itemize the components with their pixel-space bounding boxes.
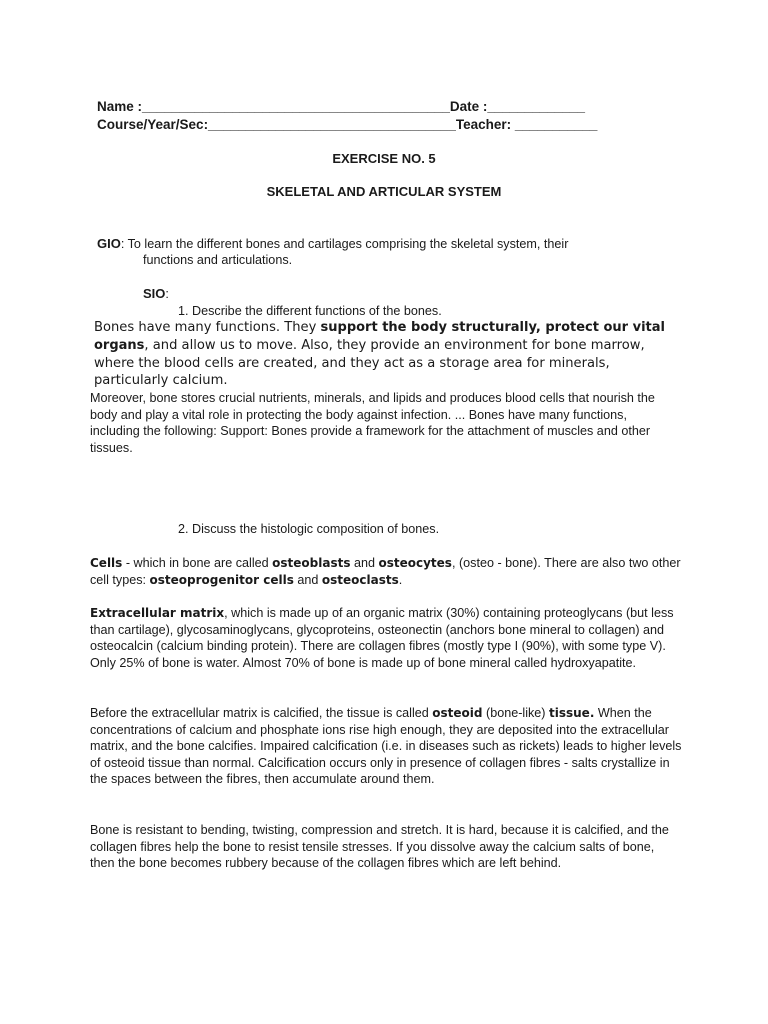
sio-line	[143, 286, 169, 303]
matrix-text-1: , which is made up of an organic matrix (30%) containing proteoglycans (but less than cartilage), glycosaminoglycans, glycoproteins, osteonectin (anchors bone mineral to collagen) and osteocalcin (calcium binding protein). There are collagen fibres (mostly type I (90%), with some type V). Only 25% of bone is water. Almost 70% of bone is made up of bone mineral called hydroxyapatite.	[90, 606, 674, 670]
osteoid-bold-1: osteoid	[432, 706, 483, 720]
osteoid-paragraph	[90, 705, 682, 788]
sio-colon: :	[165, 287, 169, 301]
osteoid-bold-2: tissue.	[549, 706, 595, 720]
cells-text-3: , (osteo - bone). There are also two other cell types:	[90, 556, 681, 587]
cells-paragraph	[90, 555, 682, 588]
answer-1-part-a	[90, 319, 680, 390]
gio-line-1	[97, 236, 568, 253]
resistant-paragraph: Bone is resistant to bending, twisting, compression and stretch. It is hard, because it is calcified, and the collagen fibres help the bone to resist tensile stresses. If you dissolve away the calcium salts of bone, then the bone becomes rubbery because of the collagen fibres which are left behind.	[90, 823, 669, 871]
topic-title: SKELETAL AND ARTICULAR SYSTEM	[266, 184, 502, 199]
osteoid-text-1: Before the extracellular matrix is calcified, the tissue is called	[90, 706, 433, 720]
sio-label: SIO	[143, 286, 166, 301]
osteoid-text-2: (bone-like)	[482, 706, 549, 720]
cells-bold-5: osteoclasts	[321, 572, 399, 587]
answer-1-p3: Moreover, bone stores crucial nutrients, minerals, and lipids and produces blood cells that nourish the body and play a vital role in protecting the body against infection. ... Bones have many functions, including the following: Support: Bones provide a framework for the attachment of muscles and other tissues.	[90, 391, 655, 455]
answer-1-p1: Bones have many functions. They	[94, 320, 321, 335]
gio-text-a: : To learn the different bones and cartilages comprising the skeletal system, their	[120, 237, 569, 251]
answer-1-p2: , and allow us to move. Also, they provide an environment for bone marrow, where the blood cells are created, and they act as a storage area for minerals, particularly calcium.	[94, 337, 645, 389]
answer-1-bold-1: support the body structurally, protect our vital organs	[94, 320, 665, 353]
name-date-line: Name :_________________________________________Date :_____________	[97, 99, 585, 114]
osteoid-text-3: When the concentrations of calcium and phosphate ions rise high enough, they are deposited into the extracellular matrix, and the bone calcifies. Impaired calcification (i.e. in diseases such as rickets) leads to higher levels of osteoid tissue than normal. Calcification occurs only in presence of collagen fibres - salts crystallize in the spaces between the fibres, then accumulate around them.	[90, 706, 682, 787]
cells-text-1: - which in bone are called	[122, 556, 273, 570]
question-1: 1. Describe the different functions of the bones.	[178, 304, 442, 318]
cells-bold-4: osteoprogenitor cells	[149, 572, 294, 587]
answer-1	[90, 319, 680, 457]
cells-text-4: and	[293, 572, 322, 587]
exercise-title: EXERCISE NO. 5	[332, 151, 436, 166]
gio-text-b: functions and articulations.	[143, 253, 293, 267]
gio-label: GIO	[97, 236, 121, 251]
cells-bold-2: osteoblasts	[272, 556, 351, 570]
cells-bold-1: Cells	[90, 556, 123, 570]
matrix-bold-1: Extracellular matrix	[90, 606, 225, 620]
course-teacher-line: Course/Year/Sec:_________________________________Teacher: ___________	[97, 117, 598, 132]
cells-bold-3: osteocytes	[378, 556, 452, 570]
matrix-paragraph	[90, 605, 682, 671]
question-2: 2. Discuss the histologic composition of bones.	[178, 522, 440, 536]
cells-text-2: and	[350, 556, 379, 570]
cells-text-5: .	[398, 572, 403, 587]
